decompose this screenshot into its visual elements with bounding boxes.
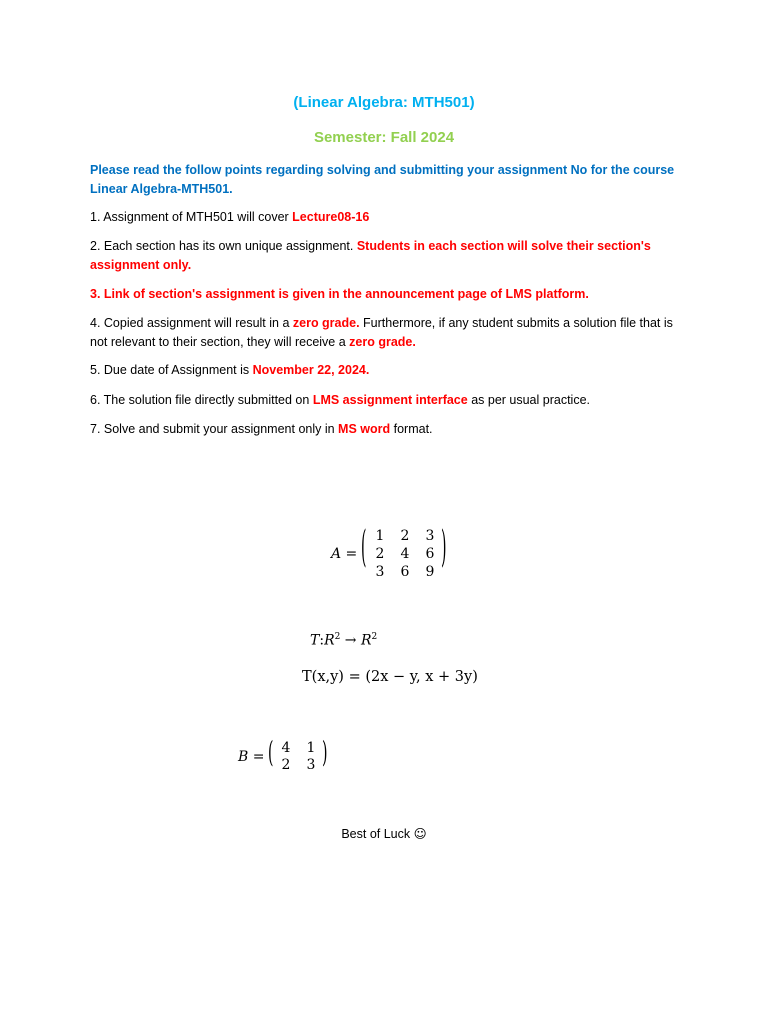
course-title: (Linear Algebra: MTH501): [293, 94, 475, 111]
point-6-text-2: as per usual practice.: [467, 393, 591, 407]
matrix-a-cell: 3: [425, 528, 435, 544]
point-4-highlight-1: zero grade.: [292, 316, 360, 330]
point-2-highlight: Students in each section will solve their section's assignment only.: [90, 239, 651, 272]
matrix-b-cell: 2: [281, 757, 291, 773]
transformation-colon: :: [319, 632, 325, 649]
matrix-a-grid: [368, 528, 442, 582]
matrix-a-left-paren: (: [361, 524, 367, 574]
codomain-exponent: 2: [371, 632, 378, 642]
point-5: [90, 361, 680, 380]
point-2: [90, 237, 680, 275]
point-1-highlight: Lecture08-16: [292, 210, 370, 224]
matrix-b-left-paren: (: [268, 737, 274, 771]
transformation-definition: T(x,y) = (2x − y, x + 3y): [302, 669, 478, 685]
matrix-b-cell: 1: [306, 740, 316, 756]
point-1-text: 1. Assignment of MTH501 will cover: [90, 210, 293, 224]
matrix-a-cell: 6: [400, 564, 410, 580]
point-2-text: 2. Each section has its own unique assignment.: [90, 239, 357, 253]
point-7-text-2: format.: [390, 422, 433, 436]
point-7: [90, 420, 680, 439]
matrix-a-right-paren: ): [441, 524, 447, 574]
matrix-a-cell: 1: [375, 528, 385, 544]
point-4-text: 4. Copied assignment will result in a: [90, 316, 293, 330]
smiley-icon: ☺: [413, 826, 427, 841]
transformation-name: T: [310, 632, 320, 649]
matrix-a-cell: 2: [400, 528, 410, 544]
matrix-b-right-paren: ): [322, 737, 328, 771]
closing-text: Best of Luck: [341, 827, 414, 841]
matrix-a-label: A =: [331, 546, 358, 562]
matrix-b-cell: 3: [306, 757, 316, 773]
transformation-map: [310, 632, 377, 649]
matrix-a-cell: 6: [425, 546, 435, 562]
matrix-b-cell: 4: [281, 740, 291, 756]
semester-heading: Semester: Fall 2024: [313, 129, 455, 146]
point-3: [90, 285, 680, 304]
matrix-a-cell: 4: [400, 546, 410, 562]
point-7-text: 7. Solve and submit your assignment only in: [90, 422, 339, 436]
point-4: [90, 314, 680, 352]
point-3-number: 3.: [90, 287, 104, 301]
point-7-highlight: MS word: [338, 422, 391, 436]
domain-space: R: [324, 632, 335, 649]
point-6-text: 6. The solution file directly submitted on: [90, 393, 313, 407]
point-4-highlight-2: zero grade.: [349, 335, 416, 349]
domain-exponent: 2: [334, 632, 341, 642]
matrix-a-cell: 9: [425, 564, 435, 580]
matrix-a-cell: 2: [375, 546, 385, 562]
point-4-text-2: Furthermore, if any student submits a solution file that is not relevant to their section, they will receive a: [90, 316, 673, 349]
matrix-b-label: B =: [238, 749, 265, 765]
point-6-highlight: LMS assignment interface: [312, 393, 468, 407]
point-3-highlight: Link of section's assignment is given in the announcement page of LMS platform.: [103, 287, 589, 301]
arrow-symbol: →: [344, 632, 357, 649]
point-6: [90, 391, 680, 410]
closing-line: [0, 826, 768, 841]
point-5-text: 5. Due date of Assignment is: [90, 363, 253, 377]
intro-paragraph: Please read the follow points regarding solving and submitting your assignment No for the course Linear Algebra-MTH501.: [90, 163, 675, 196]
matrix-a-cell: 3: [375, 564, 385, 580]
point-1: [90, 208, 680, 227]
point-5-due-date: November 22, 2024.: [252, 363, 370, 377]
matrix-b-grid: [274, 740, 324, 774]
codomain-space: R: [360, 632, 372, 649]
